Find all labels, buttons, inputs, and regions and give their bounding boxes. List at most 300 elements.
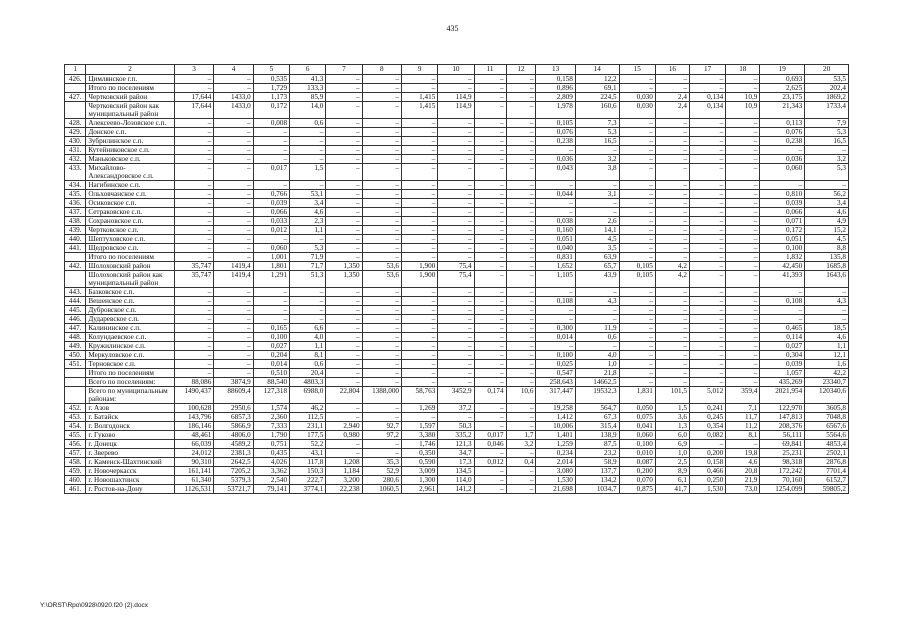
row-number-cell: 430. (65, 137, 86, 146)
value-cell: 1,208 (326, 458, 362, 467)
value-cell: 0,6 (575, 333, 619, 342)
value-cell: – (438, 226, 474, 235)
value-cell: – (402, 333, 438, 342)
value-cell: – (655, 208, 689, 217)
value-cell: – (214, 181, 253, 190)
value-cell: 0,041 (619, 422, 655, 431)
value-cell: – (214, 288, 253, 297)
value-cell: – (689, 351, 725, 360)
value-cell: 359,4 (726, 387, 760, 404)
value-cell: – (290, 306, 326, 315)
value-cell: – (326, 351, 362, 360)
value-cell: – (506, 190, 536, 199)
value-cell: – (689, 226, 725, 235)
value-cell: – (619, 119, 655, 128)
value-cell: – (362, 369, 401, 378)
value-cell: 41,7 (655, 485, 689, 494)
value-cell: – (326, 404, 362, 413)
value-cell: – (506, 262, 536, 271)
value-cell: – (474, 244, 506, 253)
value-cell: 5,3 (290, 244, 326, 253)
value-cell: 0,027 (760, 342, 805, 351)
value-cell: 121,3 (438, 440, 474, 449)
value-cell: 0,036 (760, 155, 805, 164)
row-number-cell: 449. (65, 342, 86, 351)
table-row (65, 369, 849, 378)
value-cell: 1433,0 (214, 102, 253, 119)
value-cell: 1,729 (253, 84, 289, 93)
value-cell: 92,7 (362, 422, 401, 431)
value-cell: – (214, 75, 253, 84)
value-cell: – (362, 226, 401, 235)
value-cell: – (214, 226, 253, 235)
value-cell: – (214, 128, 253, 137)
value-cell: – (726, 315, 760, 324)
value-cell: 1,574 (253, 404, 289, 413)
value-cell: – (214, 351, 253, 360)
value-cell: – (506, 226, 536, 235)
value-cell: – (474, 75, 506, 84)
value-cell: 0,810 (760, 190, 805, 199)
value-cell: 3874,9 (214, 378, 253, 387)
value-cell: – (689, 262, 725, 271)
value-cell: – (326, 75, 362, 84)
value-cell: – (474, 181, 506, 190)
value-cell: 21,343 (760, 102, 805, 119)
value-cell: 87,5 (575, 440, 619, 449)
value-cell: 8,8 (805, 244, 849, 253)
row-number-cell (65, 271, 86, 288)
value-cell: 20,4 (290, 369, 326, 378)
value-cell: – (619, 181, 655, 190)
value-cell: – (326, 137, 362, 146)
row-number-cell: 452. (65, 404, 86, 413)
value-cell: 0,172 (253, 102, 289, 119)
value-cell: – (536, 315, 575, 324)
value-cell: 70,160 (760, 476, 805, 485)
value-cell: – (326, 146, 362, 155)
value-cell: – (689, 244, 725, 253)
value-cell: – (326, 342, 362, 351)
value-cell: – (689, 128, 725, 137)
value-cell: 222,7 (290, 476, 326, 485)
value-cell: 4806,0 (214, 431, 253, 440)
value-cell: 114,9 (438, 93, 474, 102)
value-cell: – (402, 369, 438, 378)
value-cell: 56,111 (760, 431, 805, 440)
row-name-cell: г. Новошахтинск (86, 476, 175, 485)
value-cell: – (362, 199, 401, 208)
value-cell: 73,0 (726, 485, 760, 494)
value-cell: – (402, 413, 438, 422)
value-cell: 2,3 (290, 217, 326, 226)
value-cell: 7,1 (726, 404, 760, 413)
value-cell: – (506, 119, 536, 128)
row-name-cell: Цимлянское г.п. (86, 75, 175, 84)
value-cell: – (726, 324, 760, 333)
value-cell: 0,354 (689, 422, 725, 431)
value-cell: – (536, 306, 575, 315)
value-cell: 4853,4 (805, 440, 849, 449)
value-cell: 0,693 (760, 75, 805, 84)
value-cell: – (474, 199, 506, 208)
value-cell: – (619, 360, 655, 369)
value-cell: 90,310 (174, 458, 213, 467)
value-cell: – (689, 324, 725, 333)
value-cell: – (474, 119, 506, 128)
row-number-cell: 442. (65, 262, 86, 271)
value-cell: – (402, 119, 438, 128)
value-cell: – (438, 217, 474, 226)
value-cell: – (726, 306, 760, 315)
row-name-cell: Чертковское с.п. (86, 226, 175, 235)
value-cell: 3,009 (402, 467, 438, 476)
value-cell: – (506, 84, 536, 93)
value-cell: – (174, 324, 213, 333)
value-cell: – (438, 146, 474, 155)
value-cell: – (474, 422, 506, 431)
value-cell: 1,412 (536, 413, 575, 422)
value-cell: – (506, 324, 536, 333)
value-cell: 335,2 (438, 431, 474, 440)
value-cell: 0,875 (619, 485, 655, 494)
value-cell: – (362, 351, 401, 360)
value-cell: 2,540 (253, 476, 289, 485)
value-cell: 3,1 (575, 190, 619, 199)
value-cell: – (474, 93, 506, 102)
value-cell: – (362, 155, 401, 164)
value-cell: – (402, 128, 438, 137)
value-cell: 4,0 (575, 351, 619, 360)
value-cell: – (326, 190, 362, 199)
value-cell: – (655, 75, 689, 84)
value-cell: – (438, 244, 474, 253)
value-cell: – (506, 351, 536, 360)
value-cell: 1,350 (326, 271, 362, 288)
value-cell: – (362, 190, 401, 199)
value-cell: – (689, 306, 725, 315)
value-cell: – (655, 297, 689, 306)
value-cell: 0,017 (474, 431, 506, 440)
value-cell: 0,039 (253, 199, 289, 208)
value-cell: 75,4 (438, 262, 474, 271)
value-cell: – (438, 253, 474, 262)
value-cell: – (290, 297, 326, 306)
value-cell: – (174, 190, 213, 199)
value-cell: – (474, 333, 506, 342)
value-cell: 3605,8 (805, 404, 849, 413)
value-cell: – (575, 208, 619, 217)
value-cell: 1,401 (536, 431, 575, 440)
value-cell: 137,7 (575, 467, 619, 476)
value-cell: – (362, 102, 401, 119)
value-cell: – (619, 324, 655, 333)
value-cell: 4,5 (805, 235, 849, 244)
value-cell: 3,5 (575, 244, 619, 253)
value-cell: – (362, 378, 401, 387)
value-cell: – (506, 75, 536, 84)
value-cell: 21,9 (726, 476, 760, 485)
row-number-cell: 446. (65, 315, 86, 324)
value-cell: 59805,2 (805, 485, 849, 494)
table-row (65, 476, 849, 485)
value-cell: 1,900 (402, 262, 438, 271)
value-cell: 3774,1 (290, 485, 326, 494)
value-cell: – (805, 181, 849, 190)
value-cell: 100,628 (174, 404, 213, 413)
value-cell: – (474, 378, 506, 387)
value-cell: 1,5 (655, 404, 689, 413)
value-cell: 1,978 (536, 102, 575, 119)
value-cell: 0,113 (760, 119, 805, 128)
value-cell: 0,027 (253, 342, 289, 351)
value-cell: – (619, 253, 655, 262)
value-cell: 66,039 (174, 440, 213, 449)
value-cell: – (619, 342, 655, 351)
value-cell: – (726, 253, 760, 262)
value-cell: 0,304 (760, 351, 805, 360)
value-cell: 5,012 (689, 387, 725, 404)
value-cell: 2,961 (402, 485, 438, 494)
value-cell: 0,4 (506, 458, 536, 467)
value-cell: – (726, 235, 760, 244)
row-name-cell: Итого по поселениям (86, 84, 175, 93)
value-cell: 122,970 (760, 404, 805, 413)
value-cell: 1,597 (402, 422, 438, 431)
value-cell: 1,350 (326, 262, 362, 271)
row-number-cell: 439. (65, 226, 86, 235)
value-cell: – (326, 217, 362, 226)
value-cell: 14,0 (290, 102, 326, 119)
value-cell: – (474, 360, 506, 369)
value-cell: – (726, 181, 760, 190)
value-cell: – (619, 155, 655, 164)
table-row (65, 271, 849, 288)
value-cell: 0,105 (619, 271, 655, 288)
table-row (65, 404, 849, 413)
value-cell: – (326, 128, 362, 137)
row-name-cell: г. Азов (86, 404, 175, 413)
value-cell: 0,066 (760, 208, 805, 217)
value-cell: – (290, 181, 326, 190)
value-cell: 224,5 (575, 93, 619, 102)
value-cell: 1388,000 (362, 387, 401, 404)
value-cell: – (506, 378, 536, 387)
value-cell: – (726, 190, 760, 199)
value-cell: 1,832 (760, 253, 805, 262)
value-cell: 1,001 (253, 253, 289, 262)
table-row (65, 485, 849, 494)
value-cell: – (214, 306, 253, 315)
value-cell: – (655, 84, 689, 93)
row-number-cell: 451. (65, 360, 86, 369)
value-cell: – (214, 119, 253, 128)
value-cell: 0,100 (619, 440, 655, 449)
value-cell: – (438, 342, 474, 351)
column-number-cell: 11 (474, 65, 506, 75)
value-cell: 5379,3 (214, 476, 253, 485)
value-cell: 42,450 (760, 262, 805, 271)
value-cell: 0,082 (689, 431, 725, 440)
row-name-cell: Калининское с.п. (86, 324, 175, 333)
value-cell: – (290, 288, 326, 297)
value-cell: – (438, 199, 474, 208)
value-cell: – (174, 128, 213, 137)
value-cell: 134,2 (575, 476, 619, 485)
value-cell: – (655, 235, 689, 244)
table-row (65, 235, 849, 244)
value-cell: 1,291 (253, 271, 289, 288)
value-cell: 17,644 (174, 93, 213, 102)
value-cell: 143,796 (174, 413, 213, 422)
value-cell: – (362, 235, 401, 244)
value-cell: – (326, 244, 362, 253)
value-cell: 1,415 (402, 93, 438, 102)
value-cell: 0,030 (619, 93, 655, 102)
value-cell: 0,039 (760, 199, 805, 208)
value-cell: 12,1 (805, 351, 849, 360)
value-cell: – (506, 297, 536, 306)
value-cell: – (619, 288, 655, 297)
value-cell: 56,2 (805, 190, 849, 199)
row-name-cell: Нагибинское с.п. (86, 181, 175, 190)
value-cell: 75,4 (438, 271, 474, 288)
column-number-cell: 3 (174, 65, 213, 75)
value-cell: – (253, 297, 289, 306)
value-cell: 0,050 (619, 404, 655, 413)
value-cell: 0,238 (760, 137, 805, 146)
value-cell: 0,017 (253, 164, 289, 181)
value-cell: – (506, 102, 536, 119)
row-number-cell: 458. (65, 458, 86, 467)
value-cell: 11,9 (575, 324, 619, 333)
value-cell: 3,080 (536, 467, 575, 476)
value-cell: – (506, 485, 536, 494)
value-cell: 4,2 (655, 262, 689, 271)
value-cell: 0,014 (253, 360, 289, 369)
table-row (65, 155, 849, 164)
row-name-cell: г. Новочеркасск (86, 467, 175, 476)
value-cell: – (655, 378, 689, 387)
value-cell: – (726, 226, 760, 235)
table-row (65, 351, 849, 360)
value-cell: – (326, 378, 362, 387)
value-cell: 134,5 (438, 467, 474, 476)
table-row (65, 360, 849, 369)
row-number-cell: 460. (65, 476, 86, 485)
value-cell: – (174, 84, 213, 93)
value-cell: 0,100 (253, 333, 289, 342)
value-cell: – (726, 378, 760, 387)
value-cell: 88609,4 (214, 387, 253, 404)
value-cell: – (655, 369, 689, 378)
value-cell: 2950,6 (214, 404, 253, 413)
value-cell: 0,134 (689, 102, 725, 119)
value-cell: 42,2 (805, 369, 849, 378)
value-cell: 6,1 (655, 476, 689, 485)
value-cell: – (506, 235, 536, 244)
table-row (65, 199, 849, 208)
value-cell: 0,241 (689, 404, 725, 413)
row-number-cell: 454. (65, 422, 86, 431)
value-cell: 127,318 (253, 387, 289, 404)
value-cell: – (326, 226, 362, 235)
value-cell: 69,1 (575, 84, 619, 93)
value-cell: – (174, 369, 213, 378)
value-cell: 1,057 (760, 369, 805, 378)
value-cell: – (474, 208, 506, 217)
value-cell: – (290, 235, 326, 244)
value-cell: – (438, 137, 474, 146)
value-cell: 1,530 (536, 476, 575, 485)
value-cell: 53,1 (290, 190, 326, 199)
value-cell: 1254,099 (760, 485, 805, 494)
row-number-cell (65, 84, 86, 93)
column-number-cell: 15 (619, 65, 655, 75)
value-cell: – (214, 217, 253, 226)
value-cell: 52,2 (290, 440, 326, 449)
value-cell: – (655, 190, 689, 199)
value-cell: 0,980 (326, 431, 362, 440)
value-cell: 7,9 (805, 119, 849, 128)
value-cell: – (619, 199, 655, 208)
value-cell: – (575, 199, 619, 208)
value-cell: – (214, 297, 253, 306)
value-cell: 0,012 (253, 226, 289, 235)
value-cell: 17,644 (174, 102, 213, 119)
column-number-cell: 4 (214, 65, 253, 75)
value-cell: 0,172 (760, 226, 805, 235)
row-name-cell: Кружилинское с.п. (86, 342, 175, 351)
value-cell: 0,033 (253, 217, 289, 226)
value-cell: – (689, 342, 725, 351)
value-cell: – (326, 93, 362, 102)
value-cell: – (619, 208, 655, 217)
value-cell: 0,435 (253, 449, 289, 458)
value-cell: – (655, 146, 689, 155)
value-cell: – (726, 342, 760, 351)
value-cell: – (174, 360, 213, 369)
value-cell: – (438, 208, 474, 217)
value-cell: – (655, 351, 689, 360)
value-cell: 23,2 (575, 449, 619, 458)
table-row (65, 190, 849, 199)
value-cell: – (438, 306, 474, 315)
column-number-cell: 18 (726, 65, 760, 75)
value-cell: – (402, 315, 438, 324)
value-cell: 0,300 (536, 324, 575, 333)
value-cell: 3,200 (326, 476, 362, 485)
value-cell: – (402, 226, 438, 235)
value-cell: – (506, 137, 536, 146)
row-number-cell: 453. (65, 413, 86, 422)
value-cell: 1,652 (536, 262, 575, 271)
value-cell: 7,3 (575, 119, 619, 128)
row-name-cell: Колундаевское с.п. (86, 333, 175, 342)
value-cell: 0,535 (253, 75, 289, 84)
value-cell: – (402, 297, 438, 306)
value-cell: – (438, 378, 474, 387)
value-cell: – (655, 315, 689, 324)
value-cell: 0,350 (402, 449, 438, 458)
row-number-cell: 433. (65, 164, 86, 181)
table-row (65, 244, 849, 253)
value-cell: – (726, 262, 760, 271)
value-cell: 0,6 (290, 360, 326, 369)
value-cell: – (506, 413, 536, 422)
value-cell: 98,318 (760, 458, 805, 467)
value-cell: – (326, 315, 362, 324)
